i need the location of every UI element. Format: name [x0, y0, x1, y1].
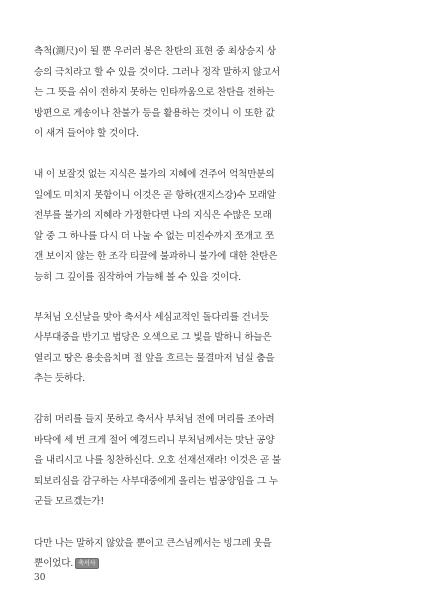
paragraph: [34, 410, 394, 513]
temple-stamp: 축서사: [75, 558, 98, 569]
paragraph: [34, 534, 394, 575]
text-line: 방편으로 게송이나 찬불가 등을 활용하는 것이니 이 또한 값: [34, 107, 275, 119]
text-line: 승의 극치라고 할 수 있을 것이다. 그러나 정작 말하지 않고서: [34, 66, 281, 78]
text-line: 측척(測尺)이 될 뿐 우러러 봉은 찬탄의 표현 중 최상승지 상: [34, 46, 276, 57]
text-line: 능히 그 깊이를 짐작하여 가늠해 볼 수 있을 것이다.: [34, 271, 241, 283]
text-line: 는 그 뜻을 쉬이 전하지 못하는 인타까움으로 찬탄을 전하는: [34, 87, 275, 99]
essay-body: [34, 42, 394, 575]
page-number: 30: [34, 573, 46, 583]
text-fragment: 뿐이었다.: [34, 558, 74, 570]
text-line: 열리고 땅은 용솟음치며 절 앞을 흐르는 물결마저 넘실 춤을: [34, 352, 275, 364]
text-line: 을 내리시고 나를 칭찬하신다. 오호 선재선재라! 이것은 곧 불: [34, 455, 281, 467]
text-line: 군들 모르겠는가!: [34, 496, 104, 508]
text-line: 이 새겨 들어야 할 것이다.: [34, 128, 139, 140]
text-line: 퇴보리심을 감구하는 사부대중에게 올리는 법공양임을 그 누: [34, 475, 278, 487]
paragraph: [34, 42, 394, 145]
text-line: 추는 듯하다.: [34, 373, 86, 385]
text-line: 부처님 오신날을 맞아 축서사 세심교적인 돌다리를 건너듯: [34, 311, 269, 323]
text-line: 갠 보이지 않는 한 조각 티끌에 불과하니 불가에 대한 찬탄은: [34, 251, 278, 263]
text-line: 다만 나는 말하지 않았을 뿐이고 큰스님께서는 빙그레 웃을: [34, 537, 272, 549]
text-line: 전부를 불가의 지혜라 가정한다면 나의 지식은 수많은 모래: [34, 210, 272, 222]
text-line: 사부대중을 반기고 법당은 오색으로 그 빛을 발하니 하늘은: [34, 332, 272, 344]
text-line: [34, 554, 394, 575]
text-line: 내 이 보잘것 없는 지식은 불가의 지혜에 견주어 억척만분의: [34, 168, 275, 180]
text-line: 바닥에 세 번 크게 절어 예경드리니 부처님께서는 맛난 공양: [34, 434, 275, 446]
text-line: 감히 머리를 들지 못하고 축서사 부처님 전에 머리를 조아려: [34, 413, 275, 425]
paragraph: [34, 308, 394, 390]
text-line: 알 중 그 하나를 다시 더 나눌 수 없는 미진수까지 쪼개고 쪼: [34, 230, 274, 242]
paragraph: [34, 165, 394, 289]
text-line: 일에도 미치지 못함이니 이것은 곧 항하(갠지스강)수 모래알: [34, 189, 276, 201]
